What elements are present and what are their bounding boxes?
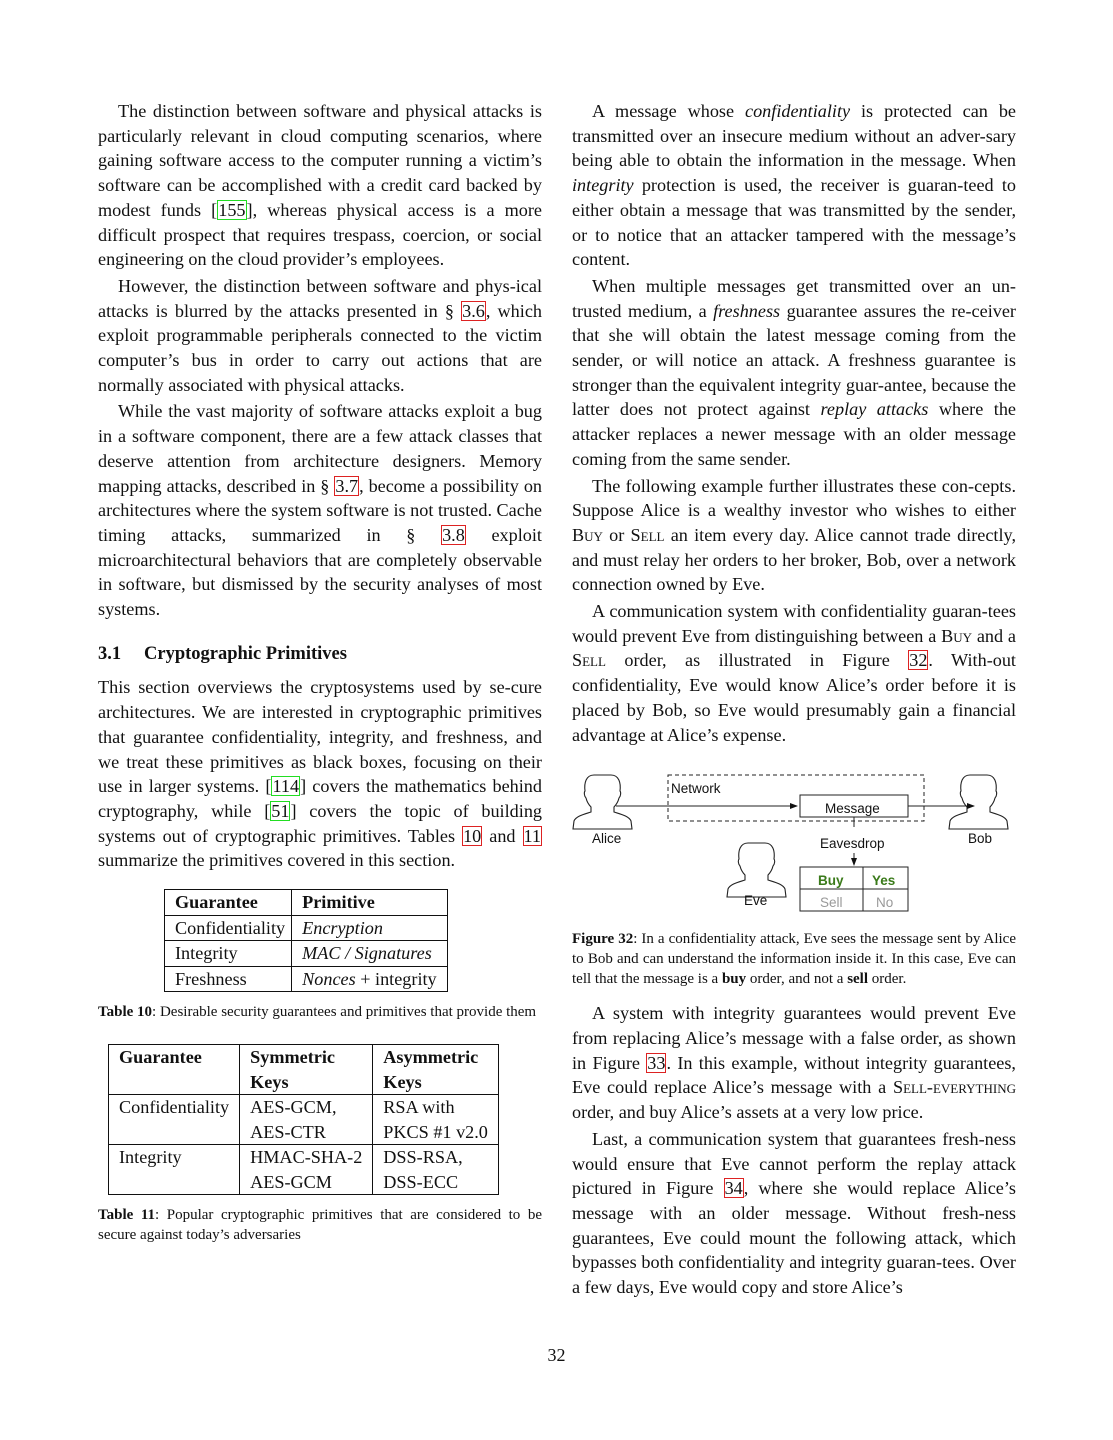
order-sell-cell: Sell <box>820 895 843 911</box>
citation-link[interactable]: 51 <box>271 800 290 821</box>
table-row <box>165 915 448 941</box>
table-link[interactable]: 11 <box>523 825 542 846</box>
bob-label: Bob <box>968 831 993 847</box>
figure-link[interactable]: 32 <box>909 650 928 671</box>
table-header-row <box>165 890 448 916</box>
table-10-caption: Table 10: Desirable security guarantees and primitives that provide them <box>98 1004 537 1021</box>
asymmetric-cell: RSA with PKCS #1 v2.0 <box>373 1095 499 1145</box>
guarantee-cell: Integrity <box>165 941 292 967</box>
figure-link[interactable]: 33 <box>647 1052 666 1073</box>
paragraph-attack-classes: While the vast majority of software attacks exploit a bug in a software component, there are a few attack classes that deserve attention from architecture designers. Memory mapping attacks, described in § 3.7, become a possibility on architectures where the system software is not trusted. Cache timing attacks, summarized in § 3.8 exploit microarchitectural behaviors that are completely observable in software, but dismissed by the security analyses of most systems. <box>98 401 543 620</box>
header-cell: Guarantee <box>165 890 292 916</box>
table-11-caption: Table 11: Popular cryptographic primitives that are considered to be secure against today’s adversaries <box>98 1207 543 1244</box>
right-column <box>572 99 1016 1302</box>
header-cell: Guarantee <box>109 1045 240 1095</box>
alice-person-icon <box>573 775 632 829</box>
answer-yes-cell: Yes <box>872 873 896 889</box>
primitive-cell: Nonces + integrity <box>292 966 448 992</box>
section-link[interactable]: 3.6 <box>462 300 485 321</box>
symmetric-cell: HMAC-SHA-2 AES-GCM <box>240 1145 373 1195</box>
order-buy-cell: Buy <box>818 873 844 889</box>
table-header-row <box>109 1045 499 1095</box>
figure-32-caption: Figure 32: In a confidentiality attack, Eve sees the message sent by Alice to Bob and can understand the information inside it. In this case, Eve can tell that the message is a buy order, and not a sell order. <box>572 931 1016 988</box>
table-row <box>109 1145 499 1195</box>
section-number: 3.1 <box>98 643 122 664</box>
paragraph-integrity-system: A system with integrity guarantees would prevent Eve from replacing Alice’s message with a false order, as shown in Figure 33. In this example, without integrity guarantees, Eve could replace Alice’s message with a Sell-everything order, and buy Alice’s assets at a very low price. <box>572 1003 1016 1123</box>
guarantee-cell: Integrity <box>109 1145 240 1195</box>
header-cell: Primitive <box>292 890 448 916</box>
primitive-cell: MAC / Signatures <box>292 941 448 967</box>
alice-label: Alice <box>592 831 622 847</box>
paragraph-example: The following example further illustrates these con-cepts. Suppose Alice is a wealthy investor who wishes to either Buy or Sell an item every day. Alice cannot trade directly, and must relay her orders to her broker, Bob, over a network connection owned by Eve. <box>572 475 1016 595</box>
figure-link[interactable]: 34 <box>724 1178 743 1199</box>
primitive-cell: Encryption <box>292 915 448 941</box>
paragraph-confidentiality: A message whose confidentiality is protected can be transmitted over an insecure medium without an adver-sary being able to obtain the information in the message. When integrity protection is used, the receiver is guaran-teed to either obtain a message that was transmitted by the sender, or to notice that an attacker tampered with the message’s content. <box>572 101 1016 270</box>
section-link[interactable]: 3.7 <box>335 475 359 496</box>
table-link[interactable]: 10 <box>463 825 482 846</box>
figure-32-diagram <box>572 767 1016 917</box>
asymmetric-cell: DSS-RSA, DSS-ECC <box>373 1145 499 1195</box>
guarantee-cell: Confidentiality <box>109 1095 240 1145</box>
bob-person-icon <box>949 775 1008 829</box>
table-row <box>109 1095 499 1145</box>
citation-link[interactable]: 114 <box>272 776 300 797</box>
message-label: Message <box>825 801 880 817</box>
page-number: 32 <box>547 1345 566 1365</box>
network-label: Network <box>671 781 721 797</box>
symmetric-cell: AES-GCM, AES-CTR <box>240 1095 373 1145</box>
paragraph-freshness: When multiple messages get transmitted over an un-trusted medium, a freshness guarantee assures the re-ceiver that she will obtain the latest message coming from the sender, or will notice an attack. A freshness guarantee is stronger than the equivalent integrity guar-antee, because the latter does not protect against replay attacks where the attacker replaces a newer message with an older message coming from the same sender. <box>572 275 1016 469</box>
paragraph-freshness-system: Last, a communication system that guarantees fresh-ness would ensure that Eve cannot perform the replay attack pictured in Figure 34, where she would replace Alice’s message with an older message. Without fresh-ness guarantees, Eve could mount the following attack, which bypasses both confidentiality and integrity guaran-tees. Over a few days, Eve would copy and store Alice’s <box>572 1128 1016 1298</box>
citation-link[interactable]: 155 <box>218 199 246 220</box>
header-cell: Symmetric Keys <box>240 1045 373 1095</box>
table-11 <box>108 1044 499 1195</box>
table-row <box>165 966 448 992</box>
eve-label: Eve <box>744 893 768 909</box>
figure-32 <box>572 767 1016 917</box>
paragraph-cloud-attacks: The distinction between software and physical attacks is particularly relevant in cloud computing scenarios, where gaining software access to the computer running a victim’s software can be accomplished with a credit card backed by modest funds [155], whereas physical access is a more difficult prospect that requires trespass, coercion, or social engineering on the cloud provider’s employees. <box>98 101 542 270</box>
eavesdrop-label: Eavesdrop <box>820 836 885 852</box>
answer-no-cell: No <box>876 895 894 911</box>
guarantee-cell: Freshness <box>165 966 292 992</box>
paragraph-confidentiality-system: A communication system with confidentiality guaran-tees would prevent Eve from distinguishing between a Buy and a Sell order, as illustrated in Figure 32. With-out confidentiality, Eve would know Alice’s order before it is placed by Bob, so Eve would presumably gain a financial advantage at Alice’s expense. <box>572 601 1016 745</box>
section-heading <box>98 642 542 667</box>
paragraph-section-intro: This section overviews the cryptosystems used by se-cure architectures. We are interested in cryptographic primitives that guarantee confidentiality, integrity, and freshness, and we treat these primitives as black boxes, focusing on their use in larger systems. [114] covers the mathematics behind cryptography, while [51] covers the topic of building systems out of cryptographic primitives. Tables 10 and 11 summarize the primitives covered in this section. <box>98 677 543 871</box>
left-column <box>98 99 542 1245</box>
paragraph-blurred-distinction: However, the distinction between software and phys-ical attacks is blurred by the attacks presented in § 3.6, which exploit programmable peripherals connected to the victim computer’s bus in order to carry out actions that are normally associated with physical attacks. <box>98 275 542 395</box>
table-10 <box>164 889 448 992</box>
section-title: Cryptographic Primitives <box>144 643 347 664</box>
section-link[interactable]: 3.8 <box>442 524 465 545</box>
guarantee-cell: Confidentiality <box>165 915 292 941</box>
table-row <box>165 941 448 967</box>
header-cell: Asymmetric Keys <box>373 1045 499 1095</box>
